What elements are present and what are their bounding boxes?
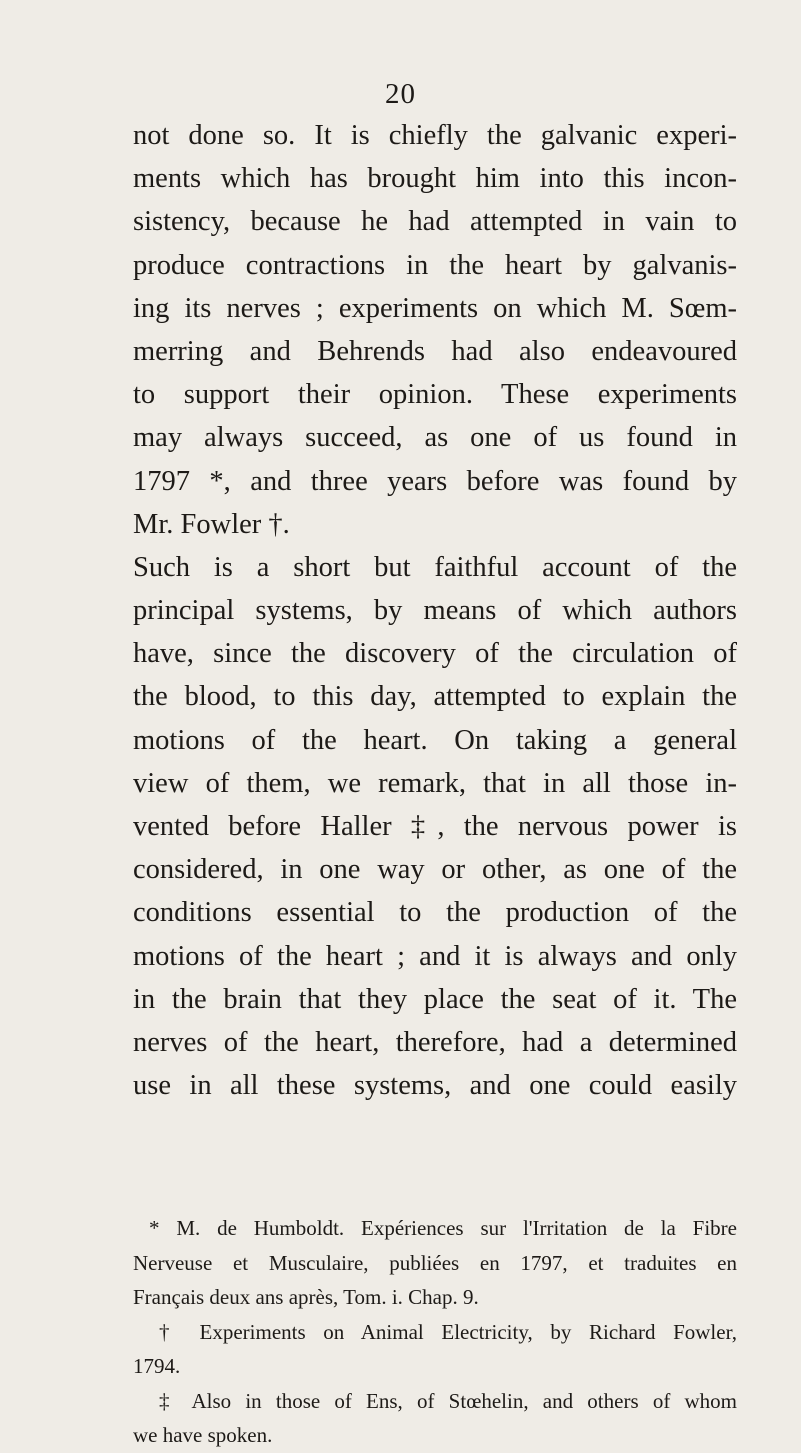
footnote-line: 1794.	[133, 1354, 181, 1378]
body-line: motions of the heart. On taking a general	[133, 724, 737, 756]
body-line: considered, in one way or other, as one of the	[133, 854, 737, 886]
body-line: Such is a short but faithful account of the	[133, 551, 737, 583]
body-line: the blood, to this day, attempted to explain the	[133, 681, 737, 713]
footnotes	[133, 1211, 737, 1453]
body-line: produce contractions in the heart by galvanis-	[133, 249, 737, 281]
footnote-line: * M. de Humboldt. Expériences sur l'Irritation de la Fibre	[149, 1216, 737, 1240]
body-line: merring and Behrends had also endeavoured	[133, 335, 737, 367]
body-line: view of them, we remark, that in all those in-	[133, 767, 737, 799]
body-line: sistency, because he had attempted in vain to	[133, 206, 737, 238]
body-line: ments which has brought him into this incon-	[133, 163, 737, 195]
body-line: have, since the discovery of the circulation of	[133, 638, 737, 670]
body-line: principal systems, by means of which authors	[133, 595, 737, 627]
footnote-line: Français deux ans après, Tom. i. Chap. 9.	[133, 1285, 479, 1309]
page-number: 20	[385, 78, 416, 110]
body-line: ing its nerves ; experiments on which M. Sœm-	[133, 292, 737, 324]
footnote-line: † Experiments on Animal Electricity, by Richard Fowler,	[159, 1319, 737, 1344]
body-text	[133, 114, 737, 1107]
body-line: Mr. Fowler †.	[133, 508, 290, 540]
footnote-line: ‡ Also in those of Ens, of Stœhelin, and others of whom	[159, 1388, 737, 1413]
body-line: may always succeed, as one of us found in	[133, 422, 737, 454]
body-line: conditions essential to the production of the	[133, 897, 737, 929]
footnote-line: we have spoken.	[133, 1423, 273, 1447]
body-line: 1797 *, and three years before was found by	[133, 465, 737, 497]
body-line: nerves of the heart, therefore, had a determined	[133, 1026, 737, 1058]
body-line: in the brain that they place the seat of it. The	[133, 983, 737, 1015]
body-line: vented before Haller ‡, the nervous power is	[133, 811, 737, 842]
body-line: motions of the heart ; and it is always and only	[133, 940, 737, 972]
body-line: not done so. It is chiefly the galvanic experi-	[133, 120, 737, 151]
body-line: to support their opinion. These experiments	[133, 379, 737, 411]
footnote-line: Nerveuse et Musculaire, publiées en 1797, et traduites en	[133, 1250, 737, 1275]
body-line: use in all these systems, and one could easily	[133, 1070, 737, 1102]
